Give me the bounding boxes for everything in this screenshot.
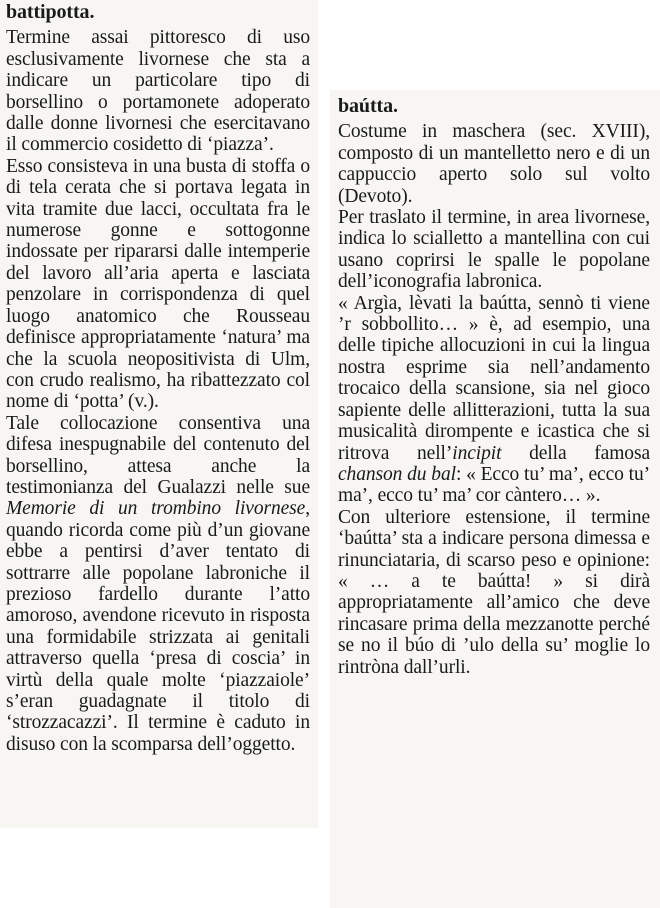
- page-margin-bottom: [0, 828, 318, 908]
- entry-paragraph: [338, 121, 650, 207]
- text-run: Per traslato il termine, in area livornese, indica lo scialletto a mantellina con cui usano coprirsi le spalle le popolane dell’iconografia labronica.: [338, 207, 650, 293]
- entry-headword: battipotta.: [6, 1, 95, 23]
- entry-body: [338, 121, 650, 678]
- entry-paragraph: [6, 156, 310, 413]
- text-run: « Argìa, lèvati la baútta, sennò ti viene ’r sobbollito… » è, ad esempio, una delle tipiche allocuzioni in cui la lingua nostra esprime sia nell’andamento trocaico della scansione, sia nel gioco sapiente delle allitterazioni, tutta la sua musicalità dirompente e icastica che si ritrova nell’: [338, 292, 650, 464]
- entry-paragraph: [338, 207, 650, 293]
- italic-text: incipit: [452, 442, 502, 464]
- text-run: : « Ecco tu’ ma’, ecco tu’ ma’, ecco tu’ ma’ cor càntero… ».: [338, 463, 651, 507]
- italic-text: Memorie di un trombino livornese: [6, 498, 306, 520]
- text-run: Con ulteriore estensione, il termine ‘baútta’ sta a indicare persona dimessa e rinunciataria, di scarso peso e opinione: « … a te baútta! » si dirà appropriatamente all’amico che deve rincasare prima della mezzanotte perché se no il búo di ’ulo della su’ moglie lo rintròna dall’urli.: [338, 506, 650, 678]
- text-run: Esso consisteva in una busta di stoffa o di tela cerata che si portava legata in vita tramite due lacci, occultata fra le numerose gonne e sottogonne indossate per ripararsi dalle intemperie del lavoro all’aria aperta e lasciata penzolare in corrispondenza di quel luogo anatomico che Rousseau definisce appropriatamente ‘natura’ ma che la scuola neopositivista di Ulm, con crudo realismo, ha ribattezzato col nome di ‘potta’ (v.).: [6, 155, 310, 413]
- text-run: , quando ricorda come più d’un giovane ebbe a pentirsi d’aver tentato di sottrarre alle popolane labroniche il prezioso fardello durante l’atto amoroso, avendone ricevuto in risposta una formidabile strizzata ai genitali attraverso quella ‘presa di coscia’ in virtù della quale molte ‘piazzaiole’ s’eran guadagnate il titolo di ‘strozzacazzi’. Il termine è caduto in disuso con la scomparsa dell’oggetto.: [6, 498, 310, 755]
- text-run: Tale collocazione consentiva una difesa inespugnabile del contenuto del borsellino, attesa anche la testimonianza del Gualazzi nelle sue: [6, 412, 310, 498]
- entry-battipotta: [6, 2, 310, 755]
- entry-body: [6, 27, 310, 755]
- entry-headword: baútta.: [338, 95, 398, 117]
- entry-paragraph: [338, 507, 650, 678]
- italic-text: chanson du bal: [338, 463, 456, 485]
- text-run: Costume in maschera (sec. XVIII), composto di un mantelletto nero e di un cappuccio aperto solo sul volto (Devoto).: [338, 121, 650, 207]
- entry-paragraph: [6, 413, 310, 756]
- page-margin-top: [330, 0, 660, 90]
- entry-paragraph: [338, 293, 650, 507]
- entry-bautta: [338, 96, 650, 678]
- right-column: [330, 0, 660, 908]
- text-run: Termine assai pittoresco di uso esclusivamente livornese che sta a indicare un particolare tipo di borsellino o portamonete adoperato dalle donne livornesi che esercitavano il commercio cosidetto di ‘piazza’.: [6, 27, 310, 156]
- entry-paragraph: [6, 27, 310, 155]
- text-run: della famosa: [501, 442, 650, 464]
- left-column: [0, 0, 318, 908]
